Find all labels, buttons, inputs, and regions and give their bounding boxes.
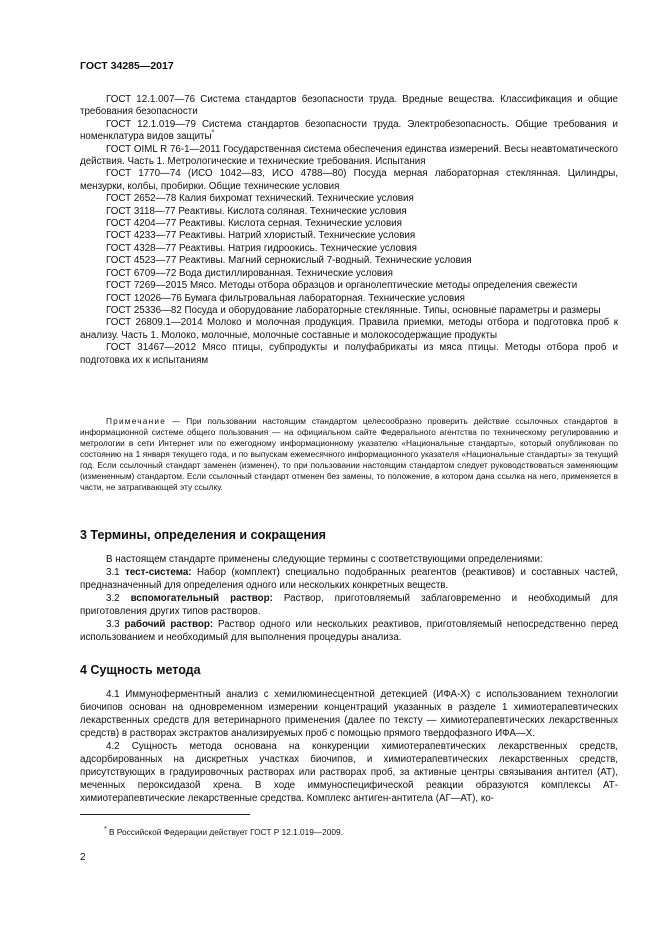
- section-3-body: [80, 553, 618, 644]
- reference-item: ГОСТ 12.1.019—79 Система стандартов безопасности труда. Электробезопасность. Общие требования и номенклатура видов защиты*: [80, 118, 618, 143]
- definition-item: 3.1 тест-система: Набор (комплект) специально подобранных реагентов (реактивов) и составных частей, предназначенный для определения одного или нескольких конкретных веществ.: [80, 567, 619, 591]
- section-3-title: 3 Термины, определения и сокращения: [80, 528, 326, 542]
- footnote-marker: *: [104, 826, 107, 833]
- reference-item: ГОСТ 1770—74 (ИСО 1042—83, ИСО 4788—80) Посуда мерная лабораторная стеклянная. Цилиндры, мензурки, колбы, пробирки. Общие технические условия: [80, 168, 618, 192]
- normative-references-list: [80, 94, 618, 367]
- reference-item: ГОСТ 3118—77 Реактивы. Кислота соляная. Технические условия: [106, 205, 407, 217]
- term: рабочий раствор:: [124, 619, 214, 630]
- reference-item: ГОСТ 12.1.007—76 Система стандартов безопасности труда. Вредные вещества. Классификация и общие требования безопасности: [80, 94, 618, 118]
- footnote-divider: [80, 814, 250, 815]
- section-3-intro: В настоящем стандарте применены следующие термины с соответствующими определениями:: [106, 554, 543, 565]
- definition-item: 3.2 вспомогательный раствор: Раствор, приготовляемый заблаговременно и необходимый для приготовления других типов растворов.: [80, 593, 618, 617]
- reference-item: ГОСТ 6709—72 Вода дистиллированная. Технические условия: [106, 267, 393, 279]
- reference-item: ГОСТ 12026—76 Бумага фильтровальная лабораторная. Технические условия: [106, 292, 465, 304]
- term: вспомогательный раствор:: [130, 593, 273, 604]
- footnote: * В Российской Федерации действует ГОСТ Р 12.1.019—2009.: [104, 826, 343, 837]
- note-block: [80, 416, 618, 493]
- reference-item: ГОСТ 4204—77 Реактивы. Кислота серная. Технические условия: [106, 218, 402, 230]
- reference-item: ГОСТ 4328—77 Реактивы. Натрия гидроокись. Технические условия: [106, 242, 417, 254]
- reference-item: ГОСТ 2652—78 Калия бихромат технический. Технические условия: [106, 193, 414, 205]
- reference-item: ГОСТ 26809.1—2014 Молоко и молочная продукция. Правила приемки, методы отбора и подготовка проб к анализу. Часть 1. Молоко, молочные, молочные составные и молокосодержащие продукты: [80, 317, 618, 341]
- section-4-title: 4 Сущность метода: [80, 663, 201, 677]
- document-header: ГОСТ 34285—2017: [80, 60, 174, 72]
- page-number: 2: [80, 852, 86, 863]
- reference-item: ГОСТ 31467—2012 Мясо птицы, субпродукты и полуфабрикаты из мяса птицы. Методы отбора проб и подготовка их к испытаниям: [80, 342, 618, 366]
- section-4-paragraph: 4.2 Сущность метода основана на конкуренции химиотерапевтических лекарственных средств, адсорбированных на дискретных участках биочипов, и химиотерапевтических лекарственных средств, присутствующих в градуировочных растворах или растворах проб, за активные центры связывания антител (АТ), меченных пероксидазой хрена. В ходе иммуноспецифической реакции образуются комплексы АТ-химиотерапевтические лекарственные средства. Комплекс антиген-антитела (АГ—АТ), ко-: [80, 741, 618, 804]
- footnote-marker: *: [211, 129, 215, 137]
- reference-item: ГОСТ 25336—82 Посуда и оборудование лабораторные стеклянные. Типы, основные параметры и размеры: [106, 304, 601, 316]
- note-text: Примечание — При пользовании настоящим стандартом целесообразно проверить действие ссылочных стандартов в информационной системе общего пользования — на официальном сайте Федерального агентства по техническому регулированию и метрологии в сети Интернет или по ежегодному информационному указателю «Национальные стандарты», который опубликован по состоянию на 1 января текущего года, и по выпускам ежемесячного информационного указателя «Национальные стандарты» за текущий год. Если ссылочный стандарт заменен (изменен), то при пользовании настоящим стандартом следует руководствоваться заменяющим (измененным) стандартом. Если ссылочный стандарт отменен без замены, то положение, в котором дана ссылка на него, применяется в части, не затрагивающей эту ссылку.: [80, 416, 618, 492]
- definition-item: 3.3 рабочий раствор: Раствор одного или нескольких реактивов, приготовляемый непосредственно перед использованием и необходимый для выполнения процедуры анализа.: [80, 619, 619, 643]
- note-label: Примечание: [106, 416, 167, 426]
- section-4-body: [80, 688, 618, 805]
- section-4-paragraph: 4.1 Иммуноферментный анализ с хемилюминесцентной детекцией (ИФА-Х) с использованием технологии биочипов основан на одновременном измерении концентраций указанных в разделе 1 химиотерапевтических лекарственных средств для ветеринарного применения (далее по тексту — химиотерапевтических лекарственных средств) в растворах экстрактов анализируемых проб с помощью прямого твердофазного ИФА—Х.: [80, 689, 618, 739]
- reference-item: ГОСТ 4523—77 Реактивы. Магний сернокислый 7-водный. Технические условия: [106, 255, 472, 267]
- reference-item: ГОСТ OIML R 76-1—2011 Государственная система обеспечения единства измерений. Весы неавтоматического действия. Часть 1. Метрологические и технические требования. Испытания: [80, 143, 618, 168]
- reference-item: ГОСТ 7269—2015 Мясо. Методы отбора образцов и органолептические методы определения свежести: [106, 280, 578, 292]
- term: тест-система:: [125, 567, 192, 578]
- reference-item: ГОСТ 4233—77 Реактивы. Натрий хлористый. Технические условия: [106, 230, 416, 242]
